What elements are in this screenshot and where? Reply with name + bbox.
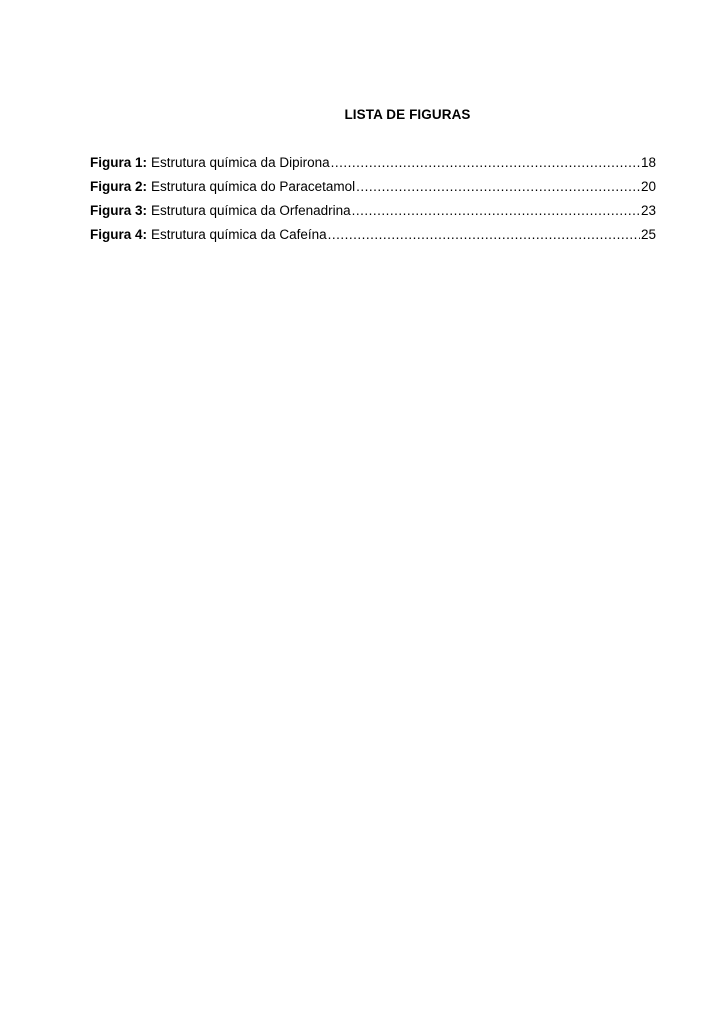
figure-label: Figura 2: [90, 179, 148, 194]
figure-page-number: 25 [640, 227, 656, 242]
dot-leader [331, 155, 640, 170]
figure-page-number: 23 [640, 203, 656, 218]
dot-leader [356, 179, 640, 194]
figure-page-number: 20 [640, 179, 656, 194]
figure-caption: Estrutura química da Cafeína [151, 227, 327, 242]
figure-list-item [90, 179, 656, 203]
page-title: LISTA DE FIGURAS [344, 107, 471, 122]
figure-label: Figura 1: [90, 155, 148, 170]
dot-leader [352, 203, 640, 218]
figure-label: Figura 3: [90, 203, 148, 218]
figure-caption: Estrutura química da Dipirona [151, 155, 330, 170]
figure-caption: Estrutura química do Paracetamol [151, 179, 356, 194]
figure-list [90, 155, 656, 251]
figure-label: Figura 4: [90, 227, 148, 242]
figure-caption: Estrutura química da Orfenadrina [151, 203, 351, 218]
figure-list-item [90, 227, 656, 251]
figure-list-item [90, 203, 656, 227]
figure-list-item [90, 155, 656, 179]
figure-page-number: 18 [640, 155, 656, 170]
dot-leader [328, 227, 640, 242]
